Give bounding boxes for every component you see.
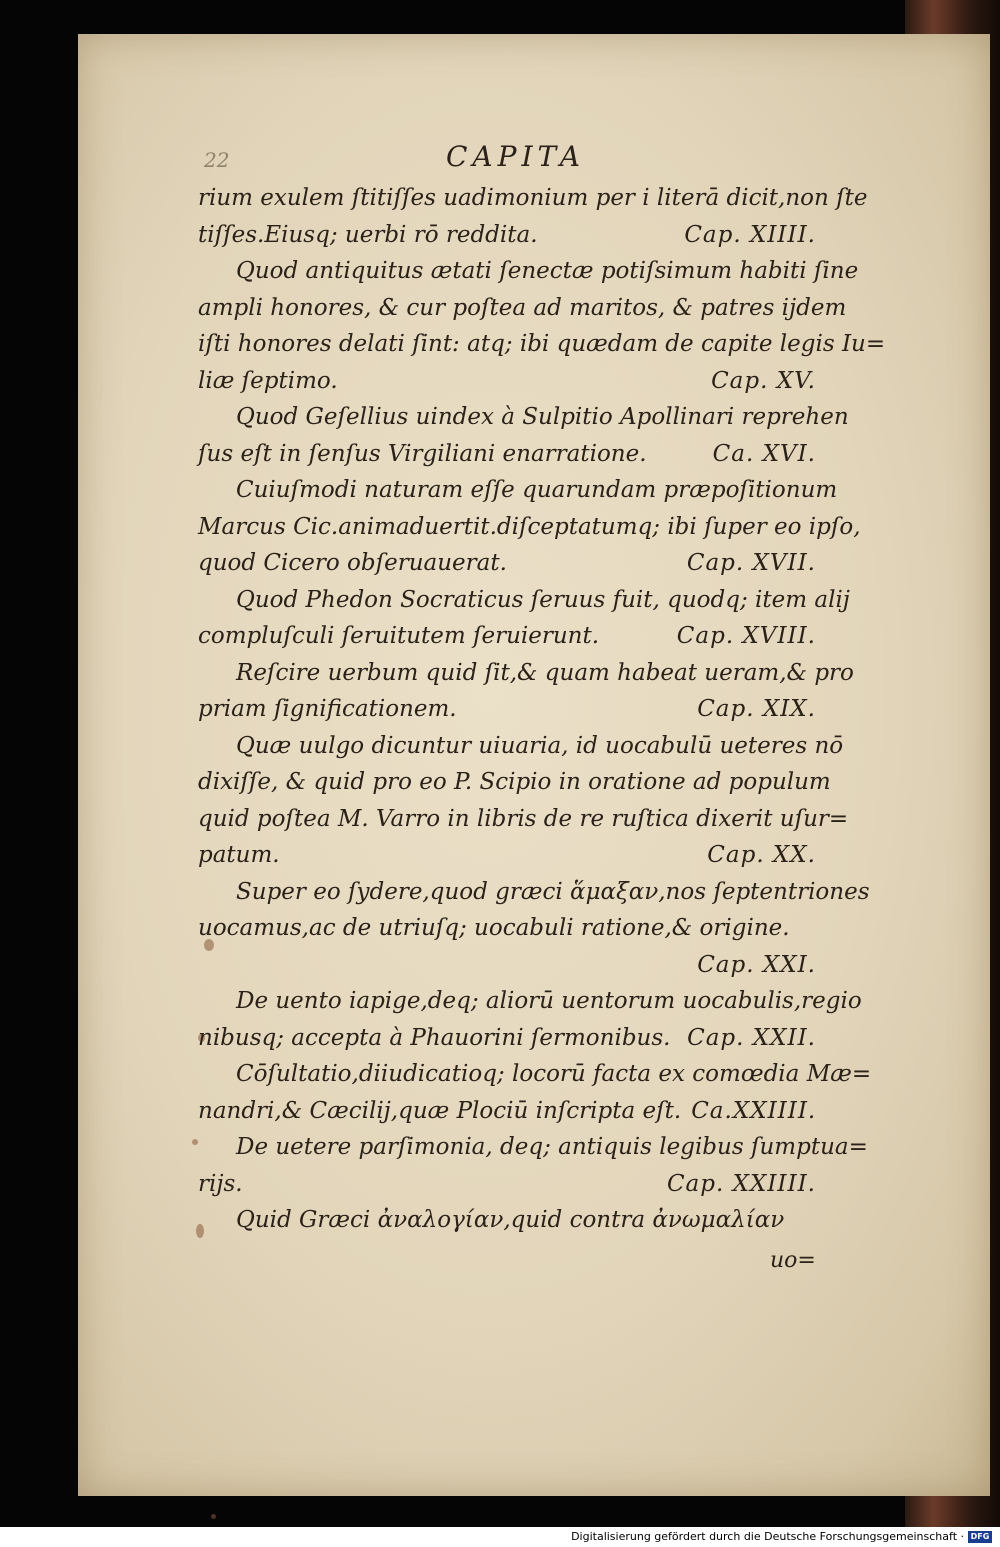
line-text: Quid Græci ἀναλογίαν,quid contra ἀνωμαλίαν	[236, 1207, 785, 1233]
text-line	[198, 837, 816, 874]
line-text: ſus eſt in ſenſus Virgiliani enarratione.	[198, 440, 647, 467]
text-line	[198, 1166, 816, 1203]
text-line	[198, 874, 870, 911]
line-text: nandri,& Cæcilij,quæ Plociū inſcripta eſt.	[198, 1097, 682, 1124]
text-line	[198, 217, 816, 254]
text-line	[198, 1056, 872, 1093]
page-header	[198, 140, 908, 176]
chapter-number: Cap. XIX.	[697, 696, 816, 722]
line-text: uocamus,ac de utriuſq; uocabuli ratione,& origine.	[198, 915, 790, 941]
running-title: CAPITA	[446, 140, 585, 173]
text-line	[198, 399, 849, 436]
text-line	[198, 545, 816, 582]
catchword: uo=	[770, 1248, 816, 1273]
text-line	[198, 472, 838, 509]
chapter-number: Cap. XVIII.	[676, 623, 816, 649]
chapter-number: Cap. XX.	[707, 842, 816, 868]
text-line	[198, 983, 862, 1020]
line-text: Cōſultatio,diiudicatioq; locorū facta ex comœdia Mæ=	[236, 1061, 872, 1087]
line-text: Quod Phedon Socraticus ſeruus fuit, quodq; item alij	[236, 586, 850, 613]
line-text: iſti honores delati ſint: atq; ibi quædam de capite legis Iu=	[198, 331, 886, 357]
text-line	[198, 1202, 816, 1239]
line-text: quod Cicero obſeruauerat.	[198, 550, 507, 576]
chapter-number: Cap. XIIII.	[684, 221, 816, 248]
chapter-number: Ca. XVI.	[712, 440, 816, 467]
line-text: Quod Geſellius uindex à Sulpitio Apollinari reprehen	[236, 404, 849, 430]
line-text: liæ ſeptimo.	[198, 367, 338, 394]
line-text: quid poſtea M. Varro in libris de re ruſtica dixerit uſur=	[198, 805, 849, 832]
line-text: Quod antiquitus ætati ſenectæ potiſsimum habiti ſine	[236, 258, 859, 284]
text-line	[198, 947, 816, 984]
text-line	[198, 253, 859, 290]
text-line	[198, 509, 861, 546]
page-number: 22	[204, 148, 230, 172]
line-text: rium exulem ſtitiſſes uadimonium per i literā dicit,non ſte	[198, 185, 868, 211]
line-text: patum.	[198, 842, 280, 868]
foxing-spot	[211, 1514, 216, 1519]
line-text: rijs.	[198, 1170, 243, 1197]
text-line	[198, 582, 850, 619]
text-line	[198, 363, 816, 400]
text-line	[198, 655, 854, 692]
dfg-logo: DFG	[968, 1531, 992, 1543]
chapter-number: Ca.XXIIII.	[691, 1097, 817, 1124]
line-text: De uetere parſimonia, deq; antiquis legibus ſumptua=	[236, 1134, 868, 1160]
text-line	[198, 436, 816, 473]
line-text: Cuiuſmodi naturam eſſe quarundam præpoſitionum	[236, 477, 838, 503]
text-line	[198, 801, 849, 838]
text-line	[198, 326, 886, 363]
line-text: De uento iapige,deq; aliorū uentorum uocabulis,regio	[236, 988, 862, 1014]
text-line	[198, 691, 816, 728]
text-line	[198, 910, 816, 947]
chapter-list	[198, 180, 886, 1239]
line-text: Reſcire uerbum quid ſit,& quam habeat ueram,& pro	[236, 659, 854, 686]
line-text: Quæ uulgo dicuntur uiuaria, id uocabulū ueteres nō	[236, 732, 844, 759]
line-text: tiſſes.Eiusq; uerbi rō reddita.	[198, 221, 538, 248]
line-text: Marcus Cic.animaduertit.diſceptatumq; ibi ſuper eo ipſo,	[198, 513, 861, 540]
text-line	[198, 1020, 816, 1057]
text-line	[198, 180, 868, 217]
line-text: Super eo ſydere,quod græci ἅμαξαν,nos ſeptentriones	[236, 878, 870, 905]
footer-credit: Digitalisierung gefördert durch die Deutsche Forschungsgemeinschaft ·	[571, 1530, 964, 1543]
text-line	[198, 1093, 816, 1130]
line-text: ampli honores, & cur poſtea ad maritos, & patres ijdem	[198, 294, 847, 321]
chapter-number: Cap. XXIIII.	[666, 1170, 816, 1197]
text-line	[198, 728, 844, 765]
chapter-number: Cap. XXI.	[697, 951, 816, 978]
text-line	[198, 290, 847, 327]
line-text: nibusq; accepta à Phauorini ſermonibus.	[198, 1024, 671, 1051]
chapter-number: Cap. XV.	[711, 367, 816, 394]
chapter-number: Cap. XVII.	[686, 550, 816, 576]
line-text: priam ſignificationem.	[198, 696, 457, 722]
chapter-number: Cap. XXII.	[687, 1024, 816, 1051]
text-line	[198, 618, 816, 655]
line-text: compluſculi ſeruitutem ſeruierunt.	[198, 623, 600, 649]
text-line	[198, 764, 831, 801]
line-text: dixiſſe, & quid pro eo P. Scipio in oratione ad populum	[198, 769, 831, 795]
footer-bar	[0, 1527, 1000, 1547]
text-line	[198, 1129, 868, 1166]
